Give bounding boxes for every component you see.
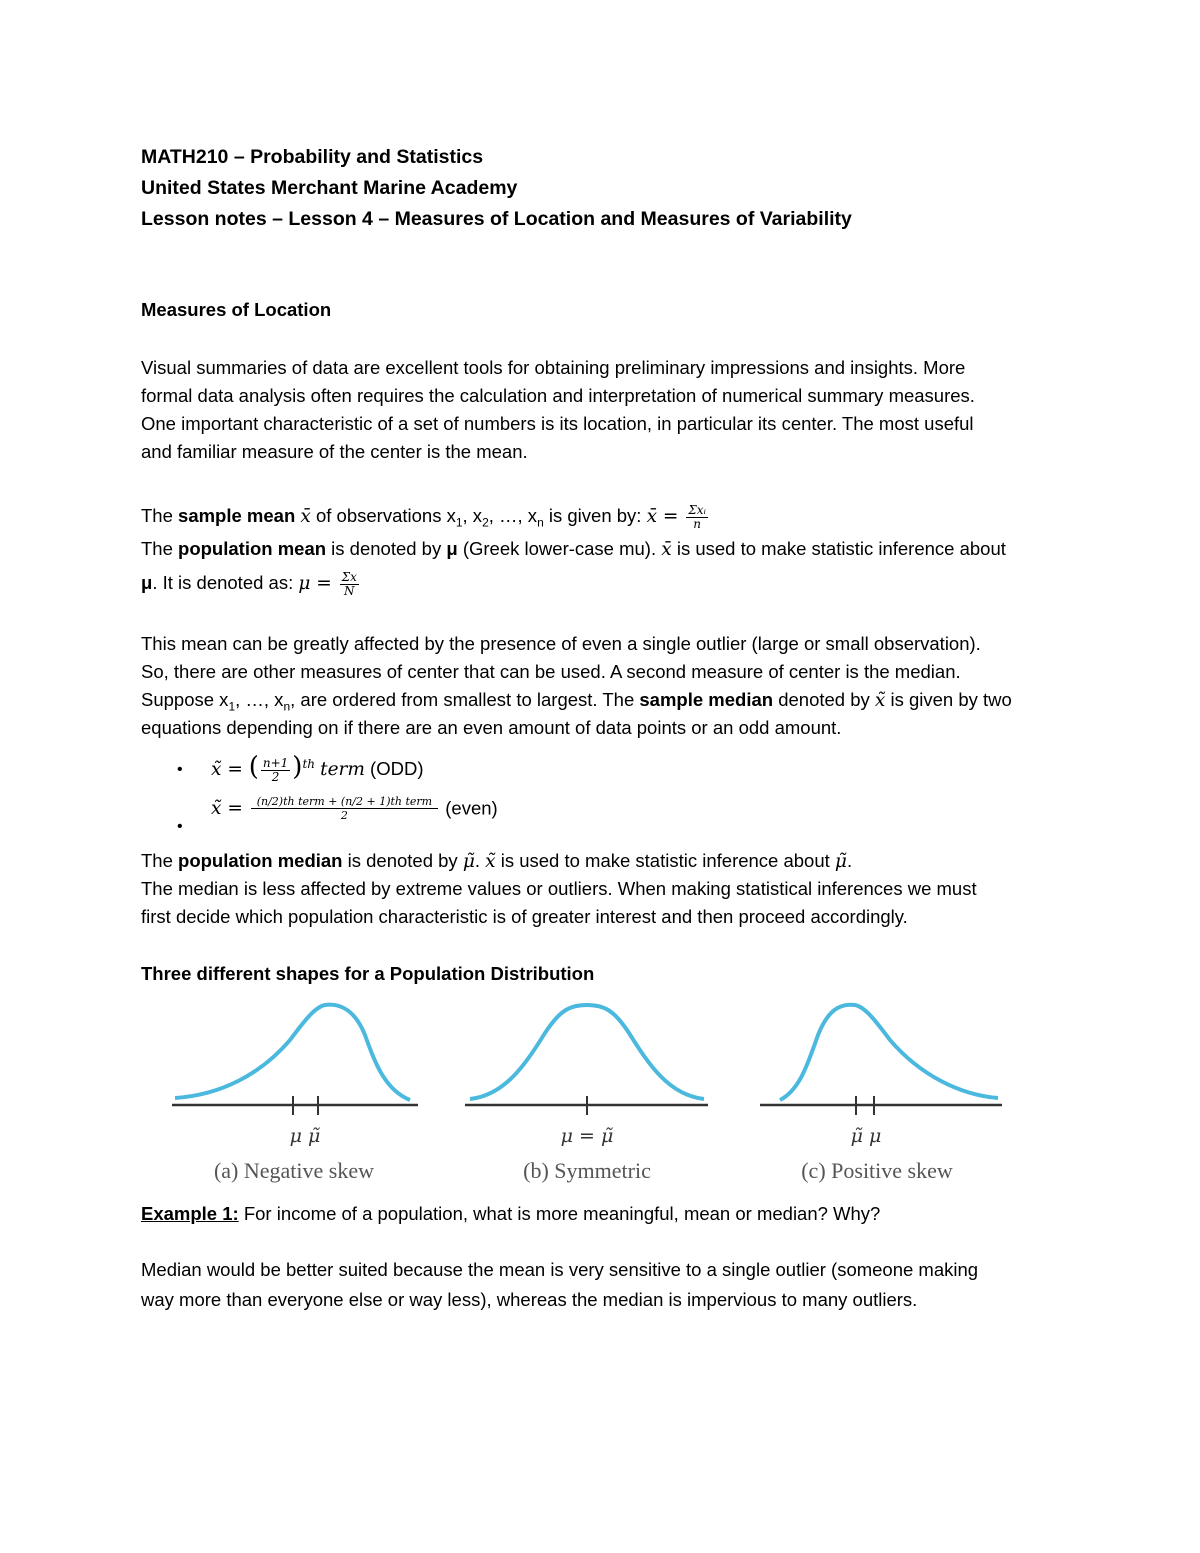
axis-label: μ̃ μ (850, 1125, 882, 1147)
panel-caption: (c) Positive skew (801, 1158, 953, 1183)
population-mean-term: population mean (178, 538, 327, 559)
panel-negative-skew (172, 1005, 418, 1183)
median-paragraph-line: So, there are other measures of center that can be used. A second measure of center is the median. (141, 661, 961, 682)
even-median-fraction: $\frac{\text{(n/2)th term + (n/2 + 1)th term}}{2}$ (251, 795, 438, 822)
axis-label: μ μ̃ (289, 1125, 321, 1147)
median-paragraph-line: This mean can be greatly affected by the presence of even a single outlier (large or small observation). (141, 633, 981, 654)
axis-label: μ = μ̃ (560, 1125, 614, 1147)
distribution-shapes-svg (160, 995, 1020, 1190)
population-mean-fraction: $\frac{\Sigma x}{N}$ (341, 569, 357, 598)
even-median-formula: x̃ = $\frac{\text{(n/2)th term + (n/2 + 1)th term}}{2}$ (even) (211, 795, 498, 822)
population-mean-formula-line: μ. It is denoted as: μ = $\frac{\Sigma x}{N}$ (141, 569, 357, 598)
population-mean-line: The population mean is denoted by μ (Greek lower-case mu). x̄ is used to make statistic inference about (141, 538, 1006, 560)
sample-mean-fraction: $\frac{\text{Σxᵢ}}{n}$ (688, 502, 706, 531)
intro-line: One important characteristic of a set of numbers is its location, in particular its center. The most useful (141, 413, 974, 434)
sample-mean-line: The sample mean x̄ of observations $x_1$, $x_2$, …, $x_n$ is given by: x̄ = $\frac{\text{Σxᵢ}}{n}$ (141, 502, 706, 531)
example-label: Example 1: (141, 1203, 239, 1224)
lesson-title: Lesson notes – Lesson 4 – Measures of Location and Measures of Variability (141, 208, 852, 230)
distribution-curve (780, 1005, 998, 1100)
sample-median-term: sample median (639, 689, 774, 710)
example-answer-line: Median would be better suited because the mean is very sensitive to a single outlier (someone making (141, 1259, 979, 1280)
odd-median-formula: x̃ = ( $\frac{n+1}{2}$ )$^{th}$ term (ODD) (211, 752, 424, 784)
population-median-term: population median (178, 850, 343, 871)
panel-symmetric (465, 1005, 708, 1183)
example-answer-line: way more than everyone else or way less), whereas the median is impervious to many outliers. (141, 1289, 918, 1310)
bullet-icon: • (177, 761, 183, 778)
panel-caption: (a) Negative skew (213, 1158, 375, 1183)
course-title: MATH210 – Probability and Statistics (141, 146, 484, 168)
median-paragraph-line: equations depending on if there are an even amount of data points or an odd amount. (141, 717, 842, 738)
sample-mean-term: sample mean (178, 505, 296, 526)
distribution-curve (175, 1005, 410, 1100)
intro-line: formal data analysis often requires the calculation and interpretation of numerical summary measures. (141, 385, 975, 406)
median-outlier-line: first decide which population characteristic is of greater interest and then proceed accordingly. (141, 906, 908, 927)
distribution-curve (470, 1005, 704, 1099)
shapes-heading: Three different shapes for a Population Distribution (141, 963, 595, 984)
panel-positive-skew (760, 1005, 1002, 1183)
intro-line: Visual summaries of data are excellent tools for obtaining preliminary impressions and insights. More (141, 357, 966, 378)
section-heading: Measures of Location (141, 299, 332, 320)
sample-median-line: Suppose $x_1$, …, $x_n$, are ordered from smallest to largest. The sample median denoted by x̃ is given by two (141, 689, 1012, 714)
bullet-icon: • (177, 818, 183, 835)
example-question-line: Example 1: For income of a population, what is more meaningful, mean or median? Why? (141, 1203, 881, 1224)
distribution-shapes-figure (160, 995, 1020, 1190)
panel-caption: (b) Symmetric (523, 1158, 651, 1183)
intro-line: and familiar measure of the center is the mean. (141, 441, 528, 462)
median-outlier-line: The median is less affected by extreme values or outliers. When making statistical inferences we must (141, 878, 977, 899)
population-median-line: The population median is denoted by μ̃. x̃ is used to make statistic inference about μ̃. (141, 850, 853, 872)
institution-title: United States Merchant Marine Academy (141, 177, 518, 199)
